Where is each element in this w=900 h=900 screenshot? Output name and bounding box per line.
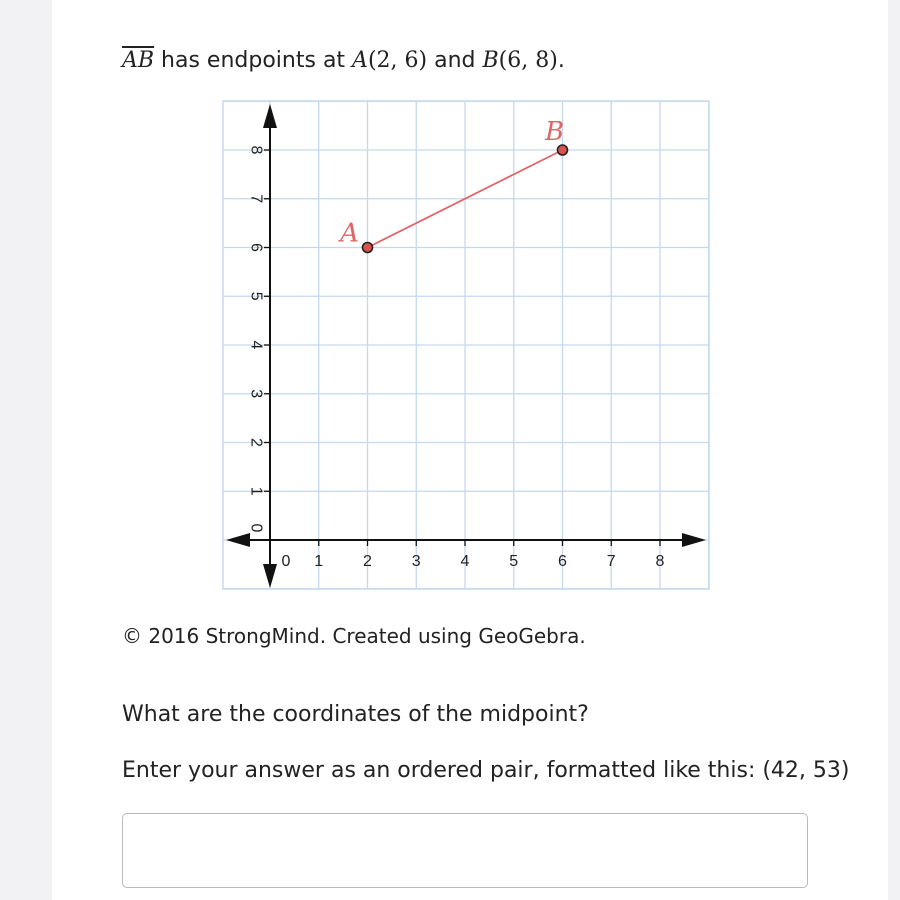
point-label-b: B <box>544 117 565 147</box>
prompt-text-1: has endpoints at <box>154 48 353 73</box>
x-tick-label: 4 <box>460 553 470 570</box>
x-tick-label: 8 <box>655 553 665 570</box>
question-text: What are the coordinates of the midpoint? <box>122 702 589 727</box>
coordinate-graph <box>222 100 710 590</box>
answer-instruction: Enter your answer as an ordered pair, formatted like this: (42, 53) <box>122 758 850 783</box>
y-tick-label: 1 <box>247 486 265 496</box>
y-tick-label: 4 <box>247 340 265 350</box>
x-tick-label: 2 <box>363 553 372 570</box>
answer-input[interactable] <box>122 813 808 888</box>
point-b-name: B <box>482 48 499 73</box>
x-tick-label: 6 <box>558 553 567 570</box>
point-a-coords: (2, 6) <box>367 48 428 73</box>
y-tick-label: 0 <box>247 523 265 533</box>
graph-svg <box>222 100 710 590</box>
problem-statement <box>122 44 565 78</box>
point-label-a: A <box>340 218 359 249</box>
y-tick-label: 8 <box>247 145 265 155</box>
x-tick-label: 3 <box>411 553 421 570</box>
point-b-coords: (6, 8) <box>498 48 558 73</box>
prompt-text-2: and <box>427 48 483 73</box>
y-tick-label: 7 <box>247 194 265 204</box>
x-tick-label: 1 <box>314 553 324 570</box>
x-tick-label: 5 <box>509 553 519 570</box>
y-tick-label: 2 <box>247 438 265 447</box>
y-tick-label: 3 <box>247 389 265 399</box>
copyright-credit: © 2016 StrongMind. Created using GeoGebra. <box>122 624 586 648</box>
prompt-text-3: . <box>557 48 565 73</box>
point-a <box>363 243 373 253</box>
x-tick-label: 0 <box>281 553 291 570</box>
y-tick-label: 5 <box>247 291 265 301</box>
segment-name: $\overline{AB}$ <box>122 48 155 73</box>
x-tick-label: 7 <box>606 553 616 570</box>
point-a-name: A <box>352 48 368 73</box>
y-tick-label: 6 <box>247 243 265 252</box>
